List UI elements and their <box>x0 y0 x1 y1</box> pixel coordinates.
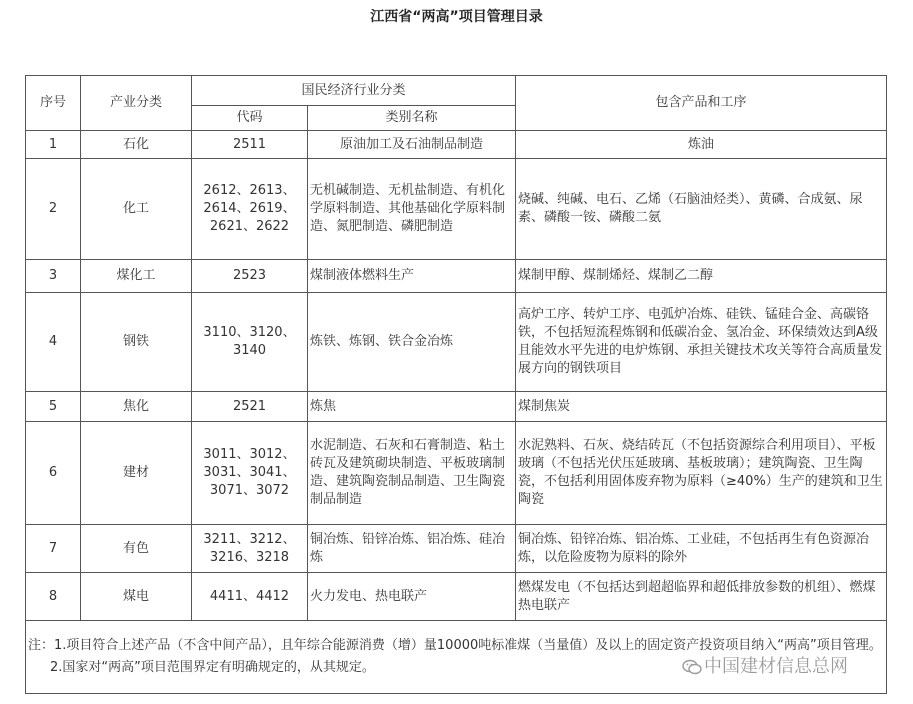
watermark <box>682 652 848 678</box>
catalog-table <box>25 75 887 694</box>
watermark-text: 中国建材信息总网 <box>704 656 848 677</box>
header-type-name: 类别名称 <box>308 106 516 131</box>
products-cell: 煤制甲醇、煤制烯烃、煤制乙二醇 <box>516 260 887 293</box>
seq-cell: 7 <box>26 525 81 573</box>
seq-cell: 8 <box>26 573 81 621</box>
code-cell: 2612、2613、2614、2619、2621、2622 <box>192 159 308 260</box>
code-cell: 3211、3212、3216、3218 <box>192 525 308 573</box>
seq-cell: 2 <box>26 159 81 260</box>
type-name-cell: 铜冶炼、铅锌冶炼、铝冶炼、硅冶炼 <box>308 525 516 573</box>
category-cell: 煤电 <box>81 573 192 621</box>
page-title: 江西省“两高”项目管理目录 <box>370 9 543 25</box>
type-name-cell: 炼铁、炼钢、铁合金冶炼 <box>308 293 516 392</box>
seq-cell: 4 <box>26 293 81 392</box>
code-cell: 3011、3012、3031、3041、3071、3072 <box>192 422 308 525</box>
header-seq: 序号 <box>26 76 81 131</box>
table-row <box>26 131 887 159</box>
type-name-cell: 煤制液体燃料生产 <box>308 260 516 293</box>
header-code: 代码 <box>192 106 308 131</box>
code-cell: 3110、3120、3140 <box>192 293 308 392</box>
header-row <box>26 76 887 106</box>
category-cell: 有色 <box>81 525 192 573</box>
products-cell: 高炉工序、转炉工序、电弧炉冶炼、硅铁、锰硅合金、高碳铬铁，不包括短流程炼钢和低碳冶金、氢冶金、环保绩效达到A级且能效水平先进的电炉炼钢、承担关键技术攻关等符合高质量发展方向的钢铁项目 <box>516 293 887 392</box>
category-cell: 钢铁 <box>81 293 192 392</box>
type-name-cell: 无机碱制造、无机盐制造、有机化学原料制造、其他基础化学原料制造、氮肥制造、磷肥制造 <box>308 159 516 260</box>
table-row <box>26 159 887 260</box>
table-row <box>26 422 887 525</box>
category-cell: 煤化工 <box>81 260 192 293</box>
seq-cell: 3 <box>26 260 81 293</box>
products-cell: 煤制焦炭 <box>516 392 887 422</box>
wechat-icon <box>682 659 702 675</box>
products-cell: 烧碱、纯碱、电石、乙烯（石脑油烃类）、黄磷、合成氨、尿素、磷酸一铵、磷酸二氨 <box>516 159 887 260</box>
table-row <box>26 573 887 621</box>
type-name-cell: 水泥制造、石灰和石膏制造、粘土砖瓦及建筑砌块制造、平板玻璃制造、建筑陶瓷制品制造、卫生陶瓷制品制造 <box>308 422 516 525</box>
type-name-cell: 原油加工及石油制品制造 <box>308 131 516 159</box>
header-national: 国民经济行业分类 <box>192 76 516 106</box>
code-cell: 2511 <box>192 131 308 159</box>
seq-cell: 1 <box>26 131 81 159</box>
products-cell: 铜冶炼、铅锌冶炼、铝冶炼、工业硅，不包括再生有色资源冶炼，以危险废物为原料的除外 <box>516 525 887 573</box>
table-row <box>26 392 887 422</box>
seq-cell: 6 <box>26 422 81 525</box>
category-cell: 化工 <box>81 159 192 260</box>
table-row <box>26 260 887 293</box>
code-cell: 2523 <box>192 260 308 293</box>
code-cell: 2521 <box>192 392 308 422</box>
header-products: 包含产品和工序 <box>516 76 887 131</box>
note-1: 注：1.项目符合上述产品（不含中间产品），且年综合能源消费（增）量10000吨标准煤（当量值）及以上的固定资产投资项目纳入“两高”项目管理。 <box>28 638 882 653</box>
header-category: 产业分类 <box>81 76 192 131</box>
category-cell: 石化 <box>81 131 192 159</box>
category-cell: 焦化 <box>81 392 192 422</box>
products-cell: 炼油 <box>516 131 887 159</box>
code-cell: 4411、4412 <box>192 573 308 621</box>
category-cell: 建材 <box>81 422 192 525</box>
table-row <box>26 525 887 573</box>
table-row <box>26 293 887 392</box>
type-name-cell: 火力发电、热电联产 <box>308 573 516 621</box>
products-cell: 水泥熟料、石灰、烧结砖瓦（不包括资源综合利用项目）、平板玻璃（不包括光伏压延玻璃、基板玻璃）；建筑陶瓷、卫生陶瓷，不包括利用固体废弃物为原料（≥40%）生产的建筑和卫生陶瓷 <box>516 422 887 525</box>
seq-cell: 5 <box>26 392 81 422</box>
note-2: 2.国家对“两高”项目范围界定有明确规定的，从其规定。 <box>50 660 375 675</box>
type-name-cell: 炼焦 <box>308 392 516 422</box>
products-cell: 燃煤发电（不包括达到超超临界和超低排放参数的机组）、燃煤热电联产 <box>516 573 887 621</box>
